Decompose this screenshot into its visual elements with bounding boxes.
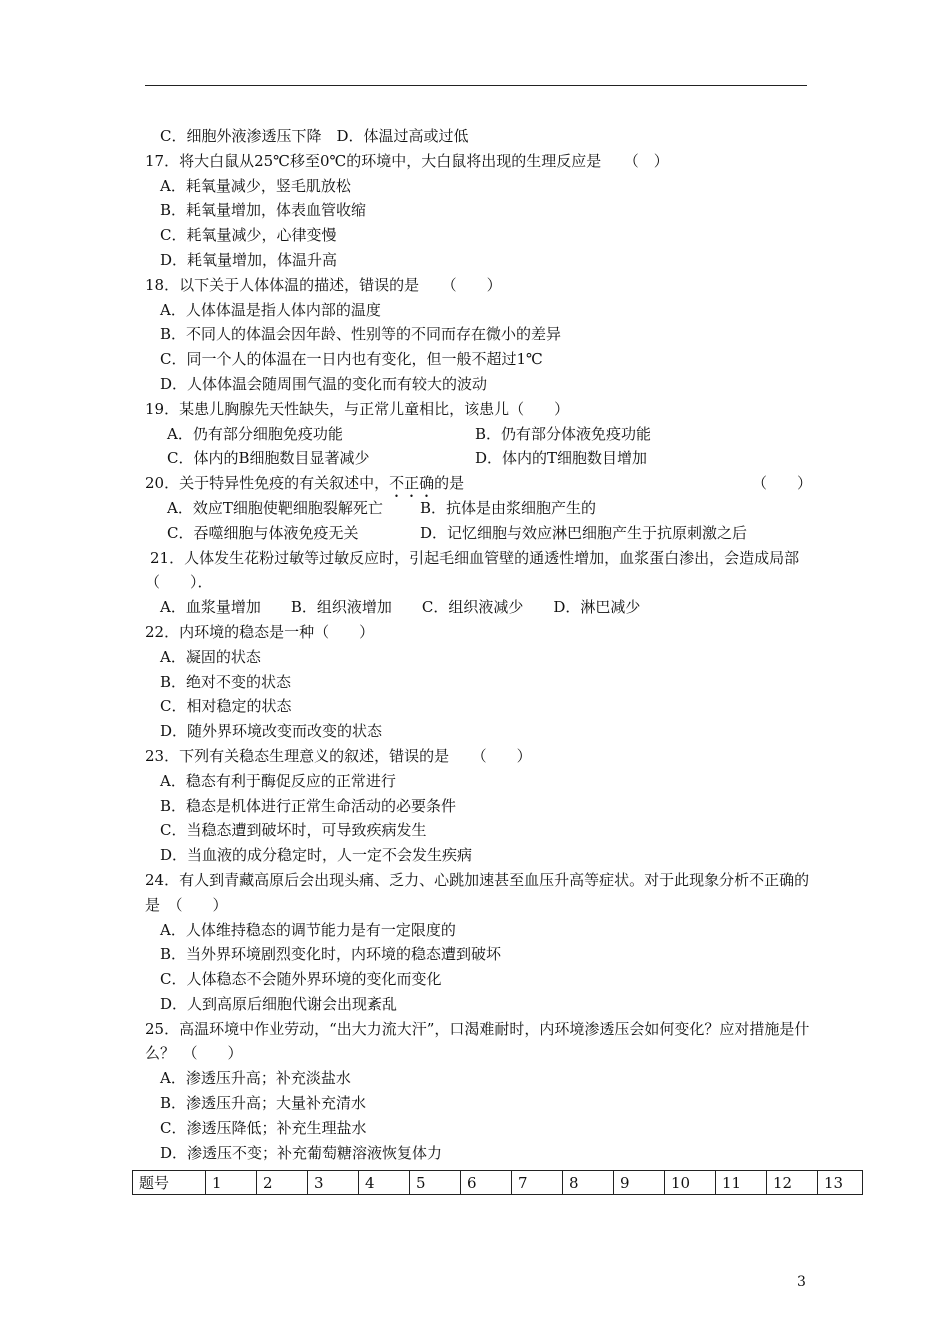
- answer-col-1: 1: [206, 1171, 257, 1195]
- q25-option-b: B．渗透压升高；大量补充清水: [160, 1094, 367, 1113]
- q19-option-b: B．仍有部分体液免疫功能: [475, 424, 652, 443]
- q22-option-a: A．凝固的状态: [160, 647, 261, 666]
- q20-stem: [145, 471, 815, 496]
- answer-col-8: 8: [563, 1171, 614, 1195]
- answer-col-12: 12: [767, 1171, 818, 1195]
- question-text: [145, 124, 815, 1165]
- q23-option-d: D．当血液的成分稳定时，人一定不会发生疾病: [160, 846, 473, 865]
- q18-option-b: B．不同人的体温会因年龄、性别等的不同而存在微小的差异: [160, 325, 562, 344]
- q20-options-cd: [145, 521, 815, 546]
- answer-col-2: 2: [257, 1171, 308, 1195]
- q19-option-a: A．仍有部分细胞免疫功能: [167, 424, 343, 443]
- q22-option-b: B．绝对不变的状态: [160, 672, 292, 691]
- answer-col-4: 4: [359, 1171, 410, 1195]
- answer-table: [132, 1170, 863, 1195]
- q24-option-a: A．人体维持稳态的调节能力是有一定限度的: [160, 920, 456, 939]
- answer-col-3: 3: [308, 1171, 359, 1195]
- q19-stem: 19．某患儿胸腺先天性缺失，与正常儿童相比，该患儿（ ）: [145, 399, 570, 418]
- q24-option-c: C．人体稳态不会随外界环境的变化而变化: [160, 970, 442, 989]
- q17-stem: 17．将大白鼠从25℃移至0℃的环境中，大白鼠将出现的生理反应是 （ ）: [145, 151, 669, 170]
- q20-option-b: B．抗体是由浆细胞产生的: [420, 498, 597, 517]
- q22-option-d: D．随外界环境改变而改变的状态: [160, 722, 383, 741]
- q24-stem: 24．有人到青藏高原后会出现头痛、乏力、心跳加速甚至血压升高等症状。对于此现象分析不正确的是 （ ）: [145, 870, 810, 914]
- q18-stem: 18．以下关于人体体温的描述，错误的是 （ ）: [145, 275, 502, 294]
- q17-option-d: D．耗氧量增加，体温升高: [160, 250, 338, 269]
- q20-option-d: D．记忆细胞与效应淋巴细胞产生于抗原刺激之后: [420, 523, 748, 542]
- q23-option-a: A．稳态有利于酶促反应的正常进行: [160, 771, 396, 790]
- q22-option-c: C．相对稳定的状态: [160, 697, 292, 716]
- q25-stem: 25．高温环境中作业劳动，“出大力流大汗”，口渴难耐时，内环境渗透压会如何变化？应对措施是什么？ （ ）: [145, 1019, 810, 1063]
- q18-option-a: A．人体体温是指人体内部的温度: [160, 300, 381, 319]
- answer-table-label: 题号: [133, 1171, 206, 1195]
- answer-col-11: 11: [716, 1171, 767, 1195]
- q20-suffix: 的是: [434, 474, 465, 493]
- answer-col-7: 7: [512, 1171, 563, 1195]
- q21-stem: 21．人体发生花粉过敏等过敏反应时，引起毛细血管壁的通透性增加，血浆蛋白渗出，会造成局部 （ ）．: [145, 548, 815, 592]
- q21-options: A．血浆量增加 B．组织液增加 C．组织液减少 D．淋巴减少: [160, 598, 641, 617]
- q20-option-c: C．吞噬细胞与体液免疫无关: [167, 523, 359, 542]
- q18-option-c: C．同一个人的体温在一日内也有变化，但一般不超过1℃: [160, 350, 543, 369]
- answer-col-13: 13: [818, 1171, 863, 1195]
- q25-option-c: C．渗透压降低；补充生理盐水: [160, 1118, 367, 1137]
- q25-option-d: D．渗透压不变；补充葡萄糖溶液恢复体力: [160, 1143, 443, 1162]
- q19-option-d: D．体内的T细胞数目增加: [475, 449, 648, 468]
- q24-option-d: D．人到高原后细胞代谢会出现紊乱: [160, 994, 398, 1013]
- q23-option-b: B．稳态是机体进行正常生命活动的必要条件: [160, 796, 457, 815]
- q18-option-d: D．人体体温会随周围气温的变化而有较大的波动: [160, 374, 488, 393]
- answer-col-9: 9: [614, 1171, 665, 1195]
- q24-option-b: B．当外界环境剧烈变化时，内环境的稳态遭到破坏: [160, 945, 502, 964]
- q17-option-a: A．耗氧量减少，竖毛肌放松: [160, 176, 351, 195]
- page-number: 3: [797, 1274, 806, 1290]
- answer-col-5: 5: [410, 1171, 461, 1195]
- q19-option-c: C．体内的B细胞数目显著减少: [167, 449, 370, 468]
- answer-table-header-row: [133, 1171, 863, 1195]
- q20-option-a: A．效应T细胞使靶细胞裂解死亡: [167, 498, 383, 517]
- q17-option-b: B．耗氧量增加，体表血管收缩: [160, 201, 367, 220]
- q23-stem: 23．下列有关稳态生理意义的叙述，错误的是 （ ）: [145, 746, 532, 765]
- q20-emphasis: 不正确: [389, 474, 435, 493]
- q19-options-ab: [145, 422, 815, 447]
- q16-option-cd: C．细胞外液渗透压下降 D．体温过高或过低: [160, 127, 469, 145]
- q19-options-cd: [145, 446, 815, 471]
- q25-option-a: A．渗透压升高；补充淡盐水: [160, 1069, 351, 1088]
- answer-col-6: 6: [461, 1171, 512, 1195]
- header-rule: [145, 85, 807, 86]
- q20-options-ab: [145, 496, 815, 521]
- q20-prefix: 20．关于特异性免疫的有关叙述中，: [145, 474, 390, 493]
- answer-col-10: 10: [665, 1171, 716, 1195]
- q17-option-c: C．耗氧量减少，心律变慢: [160, 226, 337, 245]
- q23-option-c: C．当稳态遭到破坏时，可导致疾病发生: [160, 821, 427, 840]
- q22-stem: 22．内环境的稳态是一种（ ）: [145, 622, 375, 641]
- q20-answer-bracket: （ ）: [752, 474, 813, 493]
